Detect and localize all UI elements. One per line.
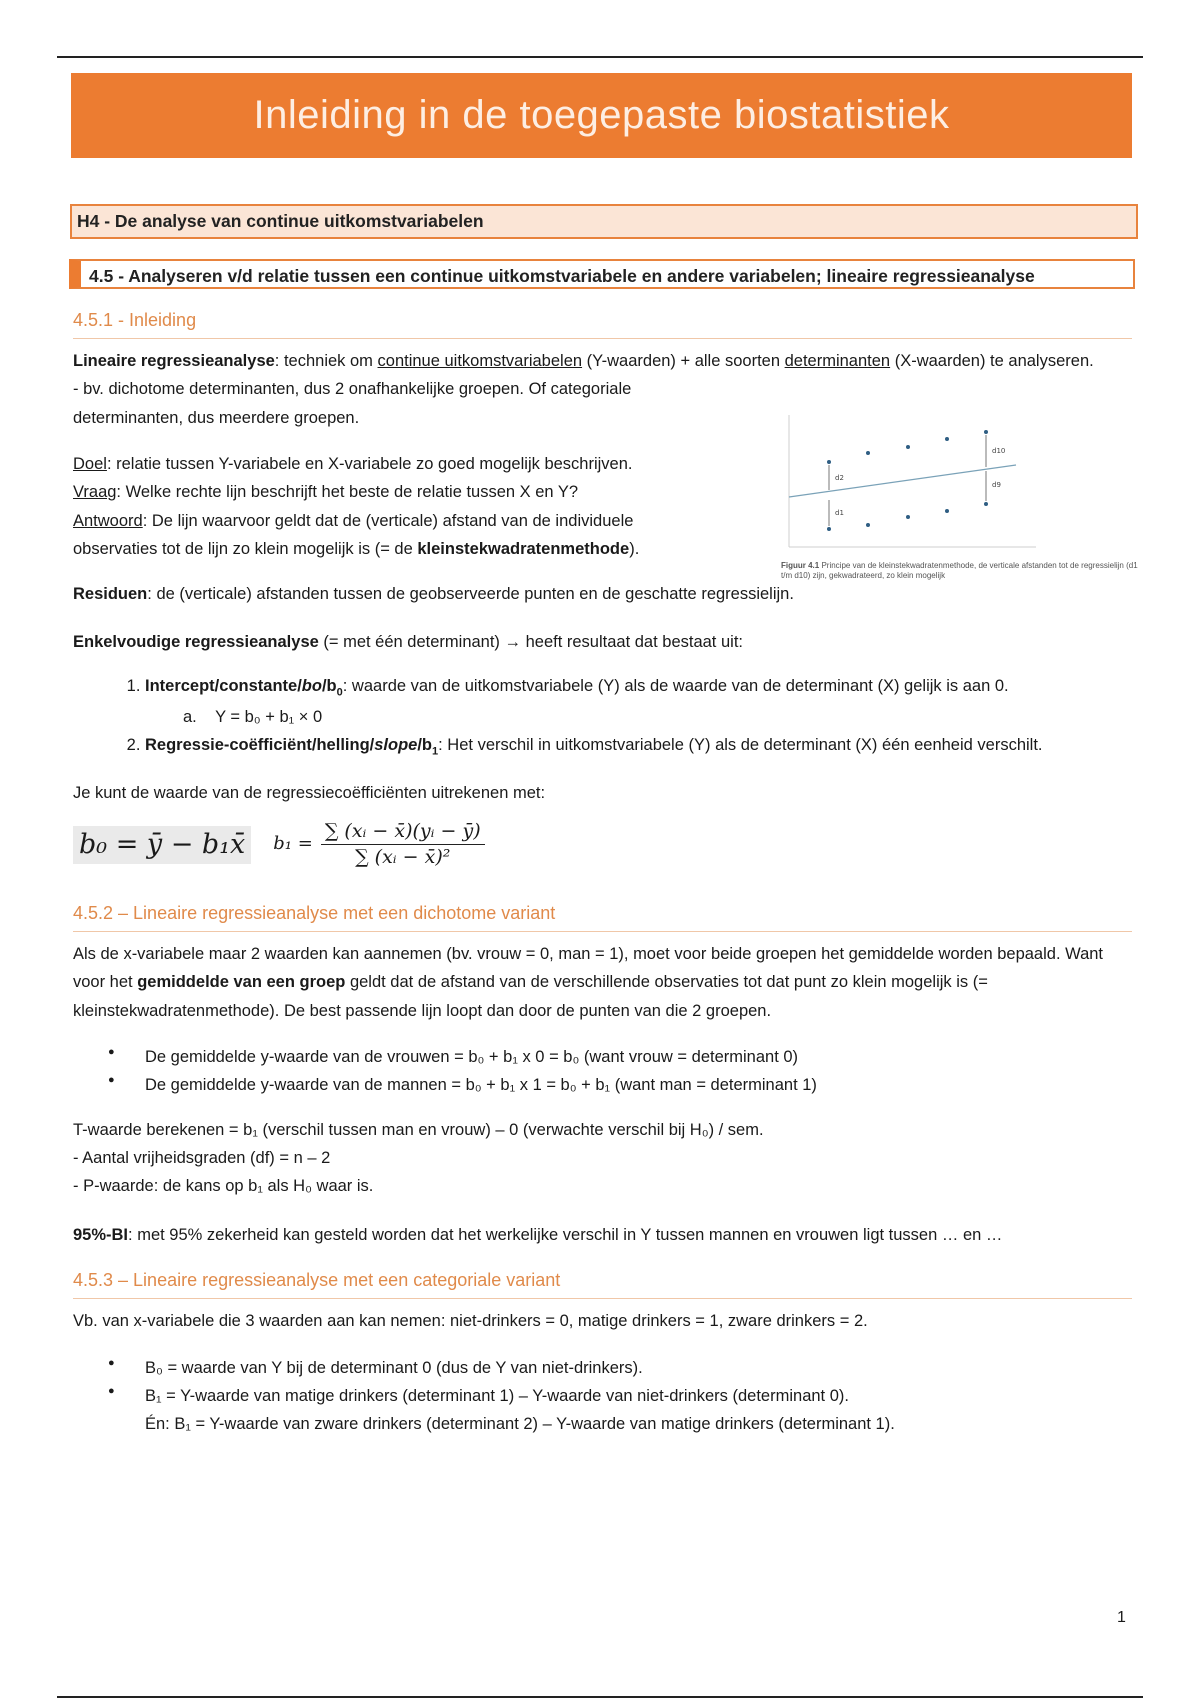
- list-item-slope: [145, 731, 1139, 761]
- categoriale-bullets: [73, 1354, 1139, 1439]
- data-point: [866, 523, 870, 527]
- enkelvoudig-paragraph: [73, 628, 1139, 656]
- label-d10: d10: [992, 446, 1006, 455]
- enkelvoudig-term: Enkelvoudige regressieanalyse: [73, 632, 319, 651]
- result-list: [73, 672, 1139, 761]
- bullet-b1: [145, 1382, 1139, 1439]
- categoriale-intro: Vb. van x-variabele die 3 waarden aan kan nemen: niet-drinkers = 0, matige drinkers = 1, zware drinkers = 2.: [73, 1312, 868, 1331]
- bi-paragraph: [73, 1221, 1139, 1249]
- bi-text: : met 95% zekerheid kan gesteld worden dat het werkelijke verschil in Y tussen mannen en vrouwen ligt tussen … en …: [128, 1225, 1003, 1244]
- item-bold: /b: [417, 735, 433, 754]
- item-text: : waarde van de uitkomstvariabele (Y) als de waarde van de determinant (X) gelijk is aan 0.: [342, 677, 1009, 696]
- antwoord-bold: kleinstekwadratenmethode: [417, 540, 630, 559]
- regression-diagram: [781, 407, 1041, 557]
- formula-b1-denominator: ∑ (xᵢ − x̄)²: [355, 846, 451, 869]
- label-d1: d1: [835, 508, 844, 517]
- formula-row: [73, 819, 1139, 869]
- data-point: [827, 527, 831, 531]
- section-heading: 4.5 - Analyseren v/d relatie tussen een continue uitkomstvariabele en andere variabelen; lineaire regressieanalyse: [69, 259, 1135, 289]
- bold-span: gemiddelde van een groep: [137, 973, 346, 992]
- bullet-vrouwen: ● De gemiddelde y-waarde van de vrouwen = b₀ + b₁ x 0 = b₀ (want vrouw = determinant 0): [145, 1043, 1139, 1071]
- intro-left-column: [73, 375, 713, 563]
- antwoord-end: ).: [629, 540, 640, 559]
- residuen-text: : de (verticale) afstanden tussen de geobserveerde punten en de geschatte regressielijn.: [147, 584, 794, 603]
- formula-b1-numerator: ∑ (xᵢ − x̄)(yᵢ − ȳ): [321, 819, 485, 845]
- dichotome-bullets: [73, 1043, 1139, 1100]
- data-point: [984, 430, 988, 434]
- sub-item-label: a.: [183, 707, 197, 726]
- doel-text: : relatie tussen Y-variabele en X-variabele zo goed mogelijk beschrijven.: [106, 455, 633, 474]
- text-span: (Y-waarden) + alle soorten: [582, 351, 785, 370]
- regression-line: [789, 465, 1016, 497]
- item-text: : Het verschil in uitkomstvariabele (Y) als de determinant (X) één eenheid verschilt.: [438, 735, 1043, 754]
- item-subscript: 1: [432, 745, 439, 758]
- data-point: [945, 509, 949, 513]
- item-italic: bo: [301, 677, 322, 696]
- vraag-text: : Welke rechte lijn beschrijft het beste de relatie tussen X en Y?: [116, 483, 579, 502]
- figure-caption-text: Principe van de kleinstekwadratenmethode, de verticale afstanden tot de regressielijn (d1 t/m d10) zijn, gekwadrateerd, zo klein mogelijk: [781, 560, 1138, 581]
- item-subscript: 0: [336, 686, 343, 699]
- subsection-heading-4-5-2: 4.5.2 – Lineaire regressieanalyse met een dichotome variant: [73, 898, 1132, 932]
- document-title: Inleiding in de toegepaste biostatistiek: [253, 93, 950, 138]
- t-value-line: T-waarde berekenen = b₁ (verschil tussen man en vrouw) – 0 (verwachte verschil bij H₀) / sem.: [73, 1120, 764, 1139]
- underlined-term: continue uitkomstvariabelen: [377, 351, 583, 370]
- formula-intro: Je kunt de waarde van de regressiecoëfficiënten uitrekenen met:: [73, 784, 546, 803]
- subsection-heading-4-5-3: 4.5.3 – Lineaire regressieanalyse met een categoriale variant: [73, 1265, 1132, 1299]
- bi-term: 95%-BI: [73, 1225, 129, 1244]
- text-span: Als de x-variabele maar 2 waarden kan aannemen (bv. vrouw = 0, man = 1), moet voor beide groepen het gemiddelde worden bepaald. Want voor het: [73, 944, 1104, 992]
- p-value-line: - P-waarde: de kans op b₁ als H₀ waar is.: [73, 1177, 374, 1196]
- sub-item-text: Y = b₀ + b₁ × 0: [215, 707, 323, 726]
- bottom-rule: [57, 1696, 1143, 1698]
- data-point: [984, 502, 988, 506]
- item-bold: /b: [321, 677, 337, 696]
- data-point: [866, 451, 870, 455]
- antwoord-label: Antwoord: [73, 511, 143, 530]
- data-point: [945, 437, 949, 441]
- example-line: - bv. dichotome determinanten, dus 2 onafhankelijke groepen. Of categoriale determinanten, dus meerdere groepen.: [73, 380, 632, 427]
- data-point: [827, 460, 831, 464]
- data-point: [906, 515, 910, 519]
- formula-b1-lhs: b₁ =: [273, 833, 313, 855]
- formula-b0: b₀ = ȳ − b₁x̄: [73, 826, 251, 864]
- label-d2: d2: [835, 473, 844, 482]
- top-rule: [57, 56, 1143, 58]
- vraag-line: [73, 478, 713, 506]
- intro-block: [73, 347, 1139, 581]
- item-bold: Regressie-coëfficiënt/helling/: [145, 735, 375, 754]
- doel-line: [73, 450, 713, 478]
- df-line: - Aantal vrijheidsgraden (df) = n – 2: [73, 1149, 331, 1168]
- document-title-banner: [71, 73, 1132, 158]
- enkelvoudig-text: (= met één determinant) → heeft resultaat dat bestaat uit:: [318, 632, 743, 651]
- page-number: 1: [1117, 1609, 1126, 1626]
- list-item-intercept: [145, 672, 1139, 731]
- definition-paragraph: [73, 347, 1135, 375]
- formula-b1-fraction: [321, 819, 485, 869]
- text-span: (X-waarden) te analyseren.: [890, 351, 1094, 370]
- residuen-term: Residuen: [73, 584, 148, 603]
- definition-term: Lineaire regressieanalyse: [73, 351, 275, 370]
- residuen-paragraph: [73, 580, 1139, 608]
- item-bold: Intercept/constante/: [145, 677, 302, 696]
- subsection-heading-4-5-1: 4.5.1 - Inleiding: [73, 305, 1132, 339]
- label-d9: d9: [992, 480, 1001, 489]
- bullet-b1-text: B₁ = Y-waarde van matige drinkers (determinant 1) – Y-waarde van niet-drinkers (determinant 0).: [145, 1386, 849, 1405]
- bullet-mannen: ● De gemiddelde y-waarde van de mannen = b₀ + b₁ x 1 = b₀ + b₁ (want man = determinant 1): [145, 1071, 1139, 1099]
- figure-caption-label: Figuur 4.1: [781, 560, 820, 570]
- vraag-label: Vraag: [73, 483, 117, 502]
- underlined-term: determinanten: [784, 351, 891, 370]
- figure-caption: [781, 561, 1141, 582]
- chapter-heading: H4 - De analyse van continue uitkomstvariabelen: [70, 204, 1138, 239]
- doel-label: Doel: [73, 455, 107, 474]
- data-point: [906, 445, 910, 449]
- item-italic: slope: [374, 735, 418, 754]
- text-span: : techniek om: [274, 351, 378, 370]
- text-span: geldt dat de afstand van de verschillende observaties tot dat punt zo klein mogelijk is (= kleinstekwadratenmethode). De best passende lijn loopt dan door de punten van die 2 groepen.: [73, 973, 988, 1020]
- bullet-b0: ● B₀ = waarde van Y bij de determinant 0 (dus de Y van niet-drinkers).: [145, 1354, 1139, 1382]
- formula-b1: [273, 819, 484, 869]
- sub-item-a: [183, 703, 1139, 731]
- antwoord-text: : De lijn waarvoor geldt dat de (verticale) afstand van de individuele observaties tot de lijn zo klein mogelijk is (= de: [73, 511, 634, 559]
- antwoord-line: [73, 507, 713, 564]
- dichotome-paragraph: [73, 940, 1139, 1025]
- figure-4-1: [781, 407, 1141, 582]
- page-content: [73, 204, 1139, 1439]
- bullet-b1-continuation: Én: B₁ = Y-waarde van zware drinkers (determinant 2) – Y-waarde van matige drinkers (determinant 1).: [145, 1415, 895, 1434]
